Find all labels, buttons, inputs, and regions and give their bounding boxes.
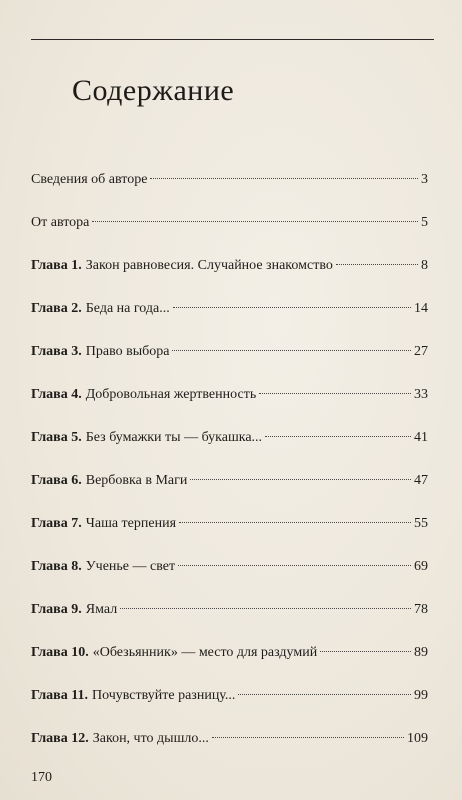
toc-entry-text: Закон равновесия. Случайное знакомство [85, 258, 333, 273]
toc-entry-text: Ученье — свет [85, 559, 176, 574]
toc-entry-label [31, 386, 256, 404]
toc-entry-text: Ямал [85, 602, 118, 617]
toc-entry-text: От автора [31, 215, 90, 230]
toc-page-number: 89 [414, 645, 428, 660]
chapter-number: Глава 3. [31, 344, 82, 359]
dot-leader [150, 178, 418, 179]
chapter-number: Глава 5. [31, 430, 82, 445]
dot-leader [336, 264, 418, 265]
chapter-number: Глава 8. [31, 559, 82, 574]
toc-entry-text: Закон, что дышло... [92, 731, 209, 746]
toc-page-number: 55 [414, 516, 428, 531]
toc-page-number: 27 [414, 344, 428, 359]
chapter-number: Глава 2. [31, 301, 82, 316]
toc-entry-label [31, 558, 175, 576]
toc-entry [31, 343, 428, 386]
toc-page-number: 41 [414, 430, 428, 445]
dot-leader [238, 694, 411, 695]
toc-entry-label [31, 429, 262, 447]
toc-entry-text: Чаша терпения [85, 516, 177, 531]
toc-entry [31, 171, 428, 214]
chapter-number: Глава 9. [31, 602, 82, 617]
toc-page-number: 5 [421, 215, 428, 230]
dot-leader [179, 522, 411, 523]
chapter-number: Глава 7. [31, 516, 82, 531]
toc-entry-label [31, 343, 169, 361]
chapter-number: Глава 1. [31, 258, 82, 273]
chapter-number: Глава 12. [31, 731, 89, 746]
toc-entry-text: Без бумажки ты — букашка... [85, 430, 263, 445]
toc-entry [31, 558, 428, 601]
toc-entry [31, 687, 428, 730]
toc-entry [31, 472, 428, 515]
page-folio: 170 [31, 770, 52, 785]
dot-leader [120, 608, 411, 609]
toc-entry-label [31, 601, 117, 619]
dot-leader [320, 651, 411, 652]
toc-entry [31, 300, 428, 343]
dot-leader [92, 221, 418, 222]
toc-page-number: 99 [414, 688, 428, 703]
toc-page-number: 8 [421, 258, 428, 273]
toc-entry [31, 515, 428, 558]
toc-entry [31, 644, 428, 687]
toc-entry-label [31, 730, 209, 748]
chapter-number: Глава 11. [31, 688, 88, 703]
toc-page-number: 78 [414, 602, 428, 617]
dot-leader [190, 479, 411, 480]
chapter-number: Глава 6. [31, 473, 82, 488]
chapter-number: Глава 4. [31, 387, 82, 402]
toc-entry-label [31, 687, 235, 705]
toc-entry-text: Беда на года... [85, 301, 170, 316]
toc-entry-text: Почувствуйте разницу... [91, 688, 236, 703]
toc-page-number: 14 [414, 301, 428, 316]
toc-entry-label [31, 257, 333, 275]
toc-entry [31, 214, 428, 257]
toc-entry-label [31, 171, 147, 189]
dot-leader [259, 393, 411, 394]
toc-page-number: 3 [421, 172, 428, 187]
toc-entry-text: Вербовка в Маги [85, 473, 188, 488]
toc-entry-text: Добровольная жертвенность [85, 387, 257, 402]
toc-entry-label [31, 515, 176, 533]
toc-entry-label [31, 300, 170, 318]
toc-page-number: 109 [407, 731, 428, 746]
toc-entry-label [31, 644, 317, 662]
toc-entry-label [31, 214, 89, 232]
table-of-contents [31, 171, 428, 773]
toc-entry-label [31, 472, 187, 490]
toc-page-number: 47 [414, 473, 428, 488]
toc-entry-text: Право выбора [85, 344, 170, 359]
dot-leader [178, 565, 411, 566]
toc-page-number: 69 [414, 559, 428, 574]
toc-entry [31, 386, 428, 429]
toc-entry [31, 730, 428, 773]
toc-page-number: 33 [414, 387, 428, 402]
toc-entry-text: «Обезьянник» — место для раздумий [92, 645, 318, 660]
toc-entry-text: Сведения об авторе [31, 172, 148, 187]
toc-entry [31, 429, 428, 472]
toc-entry [31, 601, 428, 644]
chapter-number: Глава 10. [31, 645, 89, 660]
top-rule [31, 39, 434, 40]
dot-leader [212, 737, 404, 738]
toc-entry [31, 257, 428, 300]
page-title: Содержание [72, 74, 235, 107]
dot-leader [172, 350, 411, 351]
dot-leader [265, 436, 411, 437]
dot-leader [173, 307, 411, 308]
